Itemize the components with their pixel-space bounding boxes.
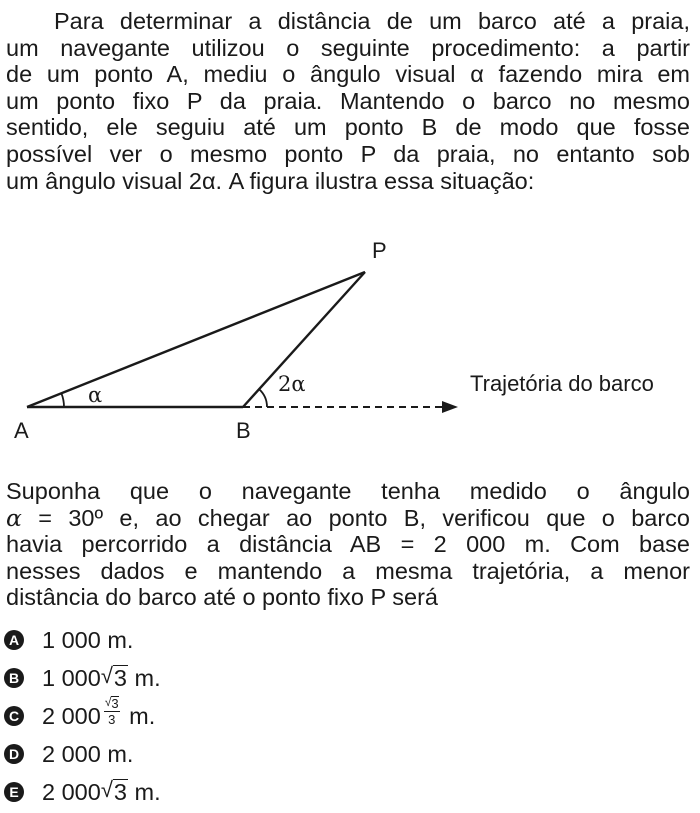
triangle-figure	[0, 232, 700, 452]
label-point-b: B	[236, 418, 251, 443]
option-e-suffix: m.	[127, 778, 161, 805]
option-b-badge-icon: B	[4, 668, 24, 688]
option-b-sqrt	[101, 665, 128, 691]
option-a-text: 1 000 m.	[42, 626, 134, 653]
option-d[interactable]	[4, 736, 304, 772]
sqrt-icon: √	[100, 663, 113, 689]
option-e-sqrt	[101, 779, 128, 805]
question-line: distância do barco até o ponto fixo P será	[6, 584, 438, 611]
label-angle-alpha: α	[88, 383, 103, 407]
option-c-denominator: 3	[108, 712, 116, 728]
option-c-fraction	[104, 696, 120, 728]
option-e-radicand: 3	[113, 779, 127, 806]
angle-arc-b	[259, 389, 267, 407]
angle-arc-a	[61, 393, 64, 407]
intro-line: um ponto fixo P da praia. Mantendo o barco no mesmo	[6, 87, 690, 114]
option-d-text: 2 000 m.	[42, 740, 134, 767]
option-e-badge-icon: E	[4, 782, 24, 802]
option-e[interactable]	[4, 774, 304, 810]
intro-line: um navegante utilizou o seguinte procedimento: a partir	[6, 34, 690, 61]
sqrt-icon: √	[100, 777, 113, 803]
intro-line: sentido, ele seguiu até um ponto B de modo que fosse	[6, 114, 690, 141]
triangle-diagram	[0, 232, 700, 452]
alpha-symbol: α	[6, 503, 22, 532]
question-line: Suponha que o navegante tenha medido o ângulo	[6, 478, 690, 504]
question-line: havia percorrido a distância AB = 2 000 m. Com base	[6, 531, 690, 558]
segment-ap	[27, 272, 365, 407]
intro-line: Para determinar a distância de um barco até a praia,	[54, 8, 690, 34]
intro-line: um ângulo visual 2α. A figura ilustra essa situação:	[6, 167, 535, 194]
option-a-badge-icon: A	[4, 630, 24, 650]
option-c-radicand: 3	[111, 696, 119, 712]
question-paragraph	[6, 478, 690, 611]
option-c-text: 2 000	[42, 702, 101, 729]
option-c[interactable]	[4, 695, 304, 734]
sqrt-icon: √	[104, 695, 112, 710]
question-line	[6, 505, 690, 532]
intro-line: possível ver o mesmo ponto P da praia, no entanto sob	[6, 140, 690, 167]
intro-line: de um ponto A, mediu o ângulo visual α fazendo mira em	[6, 61, 690, 88]
option-c-suffix: m.	[122, 702, 156, 729]
label-trajectory: Trajetória do barco	[470, 371, 654, 396]
intro-paragraph	[6, 8, 690, 194]
option-b-radicand: 3	[113, 665, 127, 692]
option-b[interactable]	[4, 660, 304, 696]
option-e-text: 2 000	[42, 778, 101, 805]
option-c-badge-icon: C	[4, 706, 24, 726]
option-d-badge-icon: D	[4, 744, 24, 764]
option-c-numerator	[104, 696, 120, 712]
label-angle-2alpha: 2α	[278, 372, 306, 396]
question-line-2-text: = 30º e, ao chegar ao ponto B, verificou que o barco	[21, 504, 690, 531]
option-b-suffix: m.	[127, 664, 161, 691]
option-b-text: 1 000	[42, 664, 101, 691]
trajectory-arrow-icon	[442, 401, 458, 413]
question-line: nesses dados e mantendo a mesma trajetória, a menor	[6, 557, 690, 584]
label-point-p: P	[372, 238, 387, 263]
label-point-a: A	[14, 418, 29, 443]
option-a[interactable]	[4, 622, 304, 658]
